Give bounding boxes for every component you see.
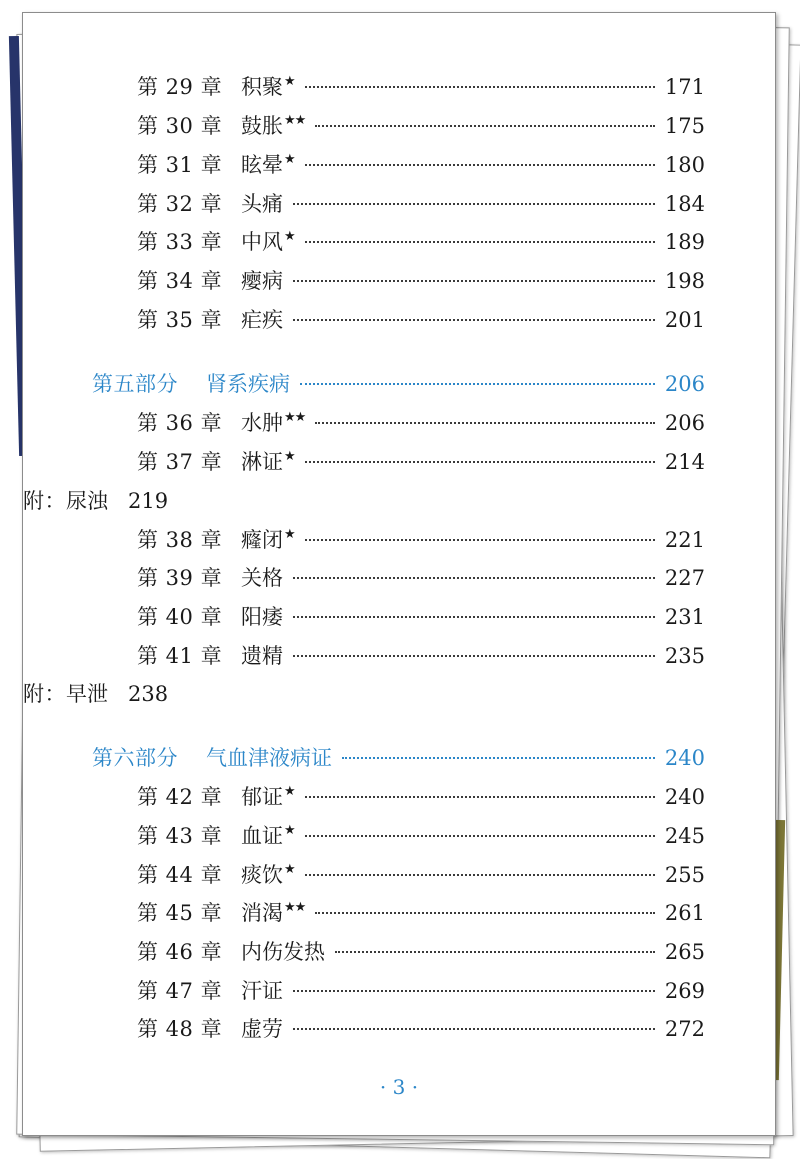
toc-entry-number: 附：: [23, 682, 66, 706]
toc-entry-number: 第 40 章: [137, 605, 223, 629]
star-rating-icon: ★: [284, 823, 295, 838]
toc-chapter-entry[interactable]: [137, 975, 705, 1005]
toc-page-number: 201: [664, 308, 705, 332]
dot-leader: [305, 796, 655, 798]
toc-chapter-entry[interactable]: [137, 446, 705, 476]
toc-chapter-entry[interactable]: [137, 304, 705, 334]
star-rating-icon: ★: [284, 784, 295, 799]
dot-leader: [293, 319, 655, 321]
toc-chapter-entry[interactable]: [137, 562, 705, 592]
toc-entry-number: 第 30 章: [137, 114, 223, 138]
toc-page-number: 272: [664, 1017, 705, 1041]
toc-entry-number: 第 37 章: [137, 450, 223, 474]
dot-leader: [335, 951, 655, 953]
toc-entry-title: 早泄: [66, 682, 108, 706]
dot-leader: [300, 383, 655, 385]
toc-chapter-entry[interactable]: [137, 71, 705, 101]
page-number: · 3 ·: [379, 1075, 419, 1099]
toc-entry-number: 附：: [23, 489, 66, 513]
toc-entry-title: 水肿: [241, 411, 283, 435]
toc-entry-title: 血证: [241, 824, 283, 848]
toc-chapter-entry[interactable]: [137, 859, 705, 889]
dot-leader: [293, 616, 655, 618]
toc-part-heading[interactable]: [92, 368, 705, 398]
toc-page-number: 175: [664, 114, 705, 138]
toc-entry-number: 第 47 章: [137, 979, 223, 1003]
toc-entry-number: 第 35 章: [137, 308, 223, 332]
toc-chapter-entry[interactable]: [137, 820, 705, 850]
dot-leader: [293, 203, 655, 205]
star-rating-icon: ★: [284, 229, 295, 244]
toc-entry-title: 鼓胀: [241, 114, 283, 138]
toc-chapter-entry[interactable]: [137, 524, 705, 554]
toc-part-heading[interactable]: [92, 742, 705, 772]
dot-leader: [305, 539, 655, 541]
toc-page-number: 206: [664, 411, 705, 435]
toc-chapter-entry[interactable]: [137, 226, 705, 256]
toc-page-number: 235: [664, 644, 705, 668]
dot-leader: [293, 990, 655, 992]
toc-entry-number: 第 45 章: [137, 901, 223, 925]
toc-entry-number: 第 41 章: [137, 644, 223, 668]
toc-entry-title: 汗证: [241, 979, 283, 1003]
dot-leader: [305, 835, 655, 837]
toc-entry-number: 第 42 章: [137, 785, 223, 809]
toc-entry-title: 中风: [241, 230, 283, 254]
toc-page-number: 269: [664, 979, 705, 1003]
toc-page-number: 198: [664, 269, 705, 293]
toc-entry-number: 第 31 章: [137, 153, 223, 177]
toc-chapter-entry[interactable]: [137, 110, 705, 140]
toc-entry-number: 第 44 章: [137, 863, 223, 887]
star-rating-icon: ★: [284, 449, 295, 464]
dot-leader: [293, 280, 655, 282]
toc-entry-title: 郁证: [241, 785, 283, 809]
toc-entry-title: 眩晕: [241, 153, 283, 177]
toc-chapter-entry[interactable]: [137, 188, 705, 218]
toc-entry-title: 癃闭: [241, 528, 283, 552]
toc-chapter-entry[interactable]: [137, 601, 705, 631]
toc-chapter-entry[interactable]: [137, 407, 705, 437]
star-rating-icon: ★★: [284, 113, 306, 128]
toc-page-number: 240: [664, 785, 705, 809]
toc-entry-number: 第 48 章: [137, 1017, 223, 1041]
toc-entry-number: 第 36 章: [137, 411, 223, 435]
toc-page-number: 238: [128, 682, 169, 706]
toc-entry-title: 淋证: [241, 450, 283, 474]
toc-entry-title: 消渴: [241, 901, 283, 925]
toc-entry-number: 第 46 章: [137, 940, 223, 964]
toc-entry-number: 第五部分: [92, 372, 178, 396]
toc-page-number: 245: [664, 824, 705, 848]
toc-entry-title: 肾系疾病: [206, 372, 290, 396]
toc-chapter-entry[interactable]: [137, 1013, 705, 1043]
dot-leader: [305, 874, 655, 876]
toc-page-number: 261: [664, 901, 705, 925]
dot-leader: [305, 461, 655, 463]
toc-appendix-entry[interactable]: [23, 678, 168, 708]
dot-leader: [305, 164, 655, 166]
toc-page-number: 221: [664, 528, 705, 552]
toc-entry-number: 第 34 章: [137, 269, 223, 293]
dot-leader: [305, 241, 655, 243]
toc-page-number: 240: [664, 746, 705, 770]
toc-page-number: 206: [664, 372, 705, 396]
toc-chapter-entry[interactable]: [137, 640, 705, 670]
dot-leader: [315, 125, 655, 127]
toc-entry-number: 第 43 章: [137, 824, 223, 848]
toc-entry-title: 内伤发热: [241, 940, 325, 964]
dot-leader: [293, 1028, 655, 1030]
star-rating-icon: ★: [284, 74, 295, 89]
star-rating-icon: ★: [284, 862, 295, 877]
star-rating-icon: ★★: [284, 410, 306, 425]
toc-entry-title: 虚劳: [241, 1017, 283, 1041]
toc-chapter-entry[interactable]: [137, 265, 705, 295]
dot-leader: [293, 577, 655, 579]
toc-page-number: 231: [664, 605, 705, 629]
toc-entry-title: 头痛: [241, 192, 283, 216]
dot-leader: [293, 655, 655, 657]
toc-entry-title: 痰饮: [241, 863, 283, 887]
dot-leader: [315, 422, 655, 424]
toc-page-number: 180: [664, 153, 705, 177]
star-rating-icon: ★: [284, 152, 295, 167]
dot-leader: [305, 86, 655, 88]
toc-entry-title: 疟疾: [241, 308, 283, 332]
toc-appendix-entry[interactable]: [23, 485, 168, 515]
toc-entry-title: 瘿病: [241, 269, 283, 293]
dot-leader: [315, 912, 655, 914]
toc-entry-title: 气血津液病证: [206, 746, 332, 770]
toc-chapter-entry[interactable]: [137, 781, 705, 811]
toc-page-number: 189: [664, 230, 705, 254]
toc-entry-number: 第 32 章: [137, 192, 223, 216]
toc-chapter-entry[interactable]: [137, 897, 705, 927]
dot-leader: [342, 757, 655, 759]
toc-entry-title: 积聚: [241, 75, 283, 99]
star-rating-icon: ★: [284, 527, 295, 542]
toc-entry-title: 阳痿: [241, 605, 283, 629]
toc-entry-number: 第 33 章: [137, 230, 223, 254]
toc-entry-number: 第六部分: [92, 746, 178, 770]
toc-entry-number: 第 39 章: [137, 566, 223, 590]
toc-page-number: 171: [664, 75, 705, 99]
toc-page-number: 184: [664, 192, 705, 216]
toc-page: [22, 12, 776, 1136]
toc-entry-title: 尿浊: [66, 489, 108, 513]
toc-page-number: 214: [664, 450, 705, 474]
toc-entry-number: 第 38 章: [137, 528, 223, 552]
toc-entry-title: 关格: [241, 566, 283, 590]
toc-page-number: 227: [664, 566, 705, 590]
toc-page-number: 265: [664, 940, 705, 964]
toc-chapter-entry[interactable]: [137, 936, 705, 966]
toc-entry-title: 遗精: [241, 644, 283, 668]
toc-page-number: 255: [664, 863, 705, 887]
toc-page-number: 219: [128, 489, 169, 513]
toc-entry-number: 第 29 章: [137, 75, 223, 99]
star-rating-icon: ★★: [284, 900, 306, 915]
toc-chapter-entry[interactable]: [137, 149, 705, 179]
